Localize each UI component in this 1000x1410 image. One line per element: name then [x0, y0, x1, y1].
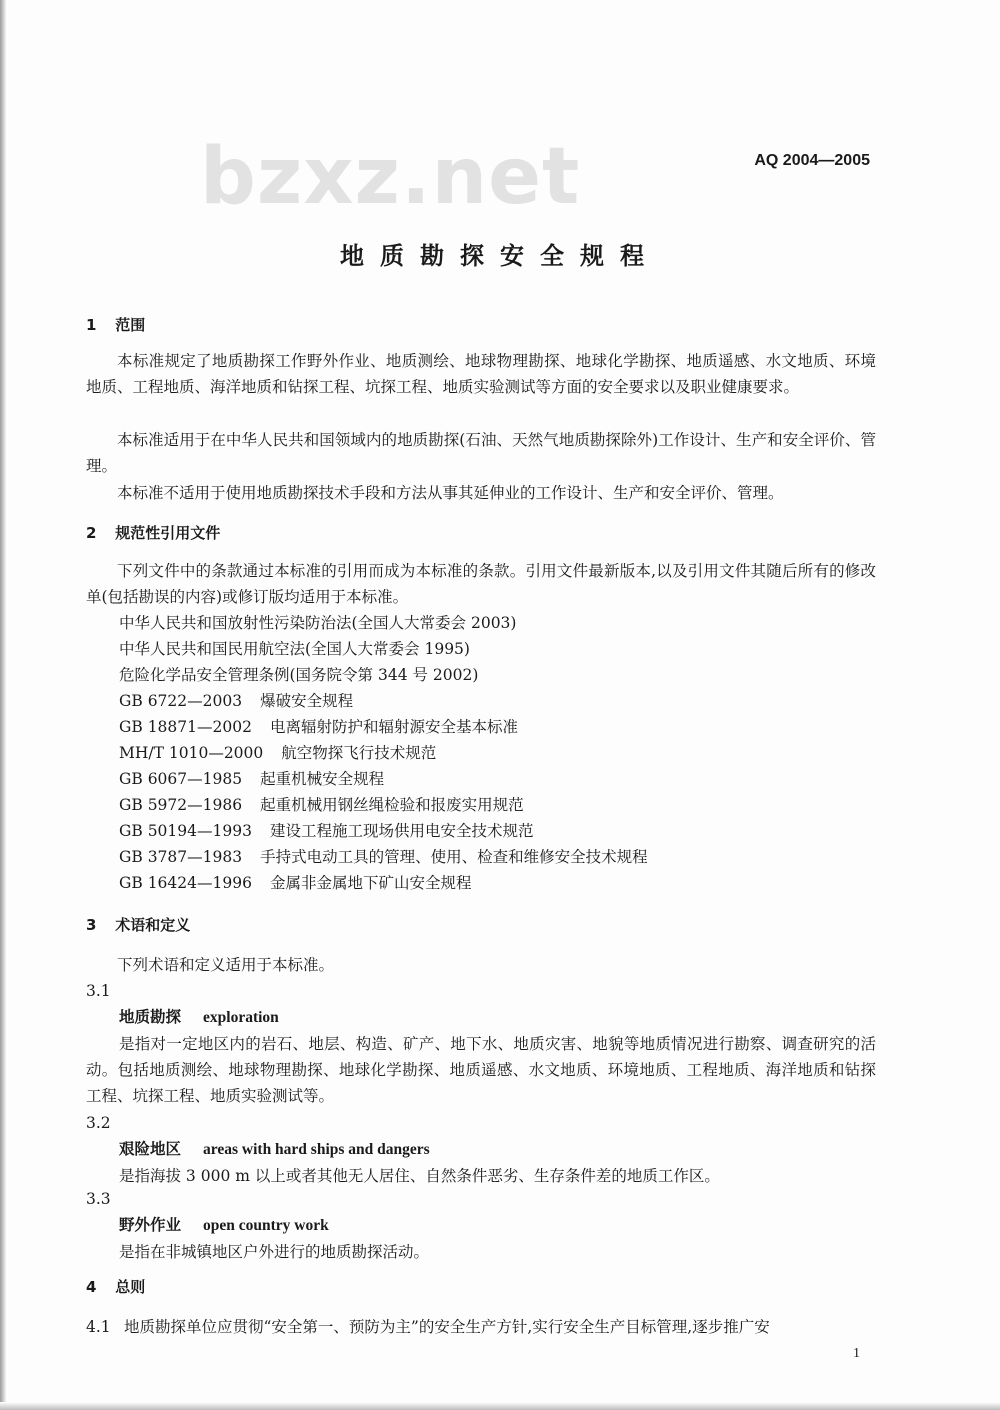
- reference-name: 电离辐射防护和辐射源安全基本标准: [269, 718, 518, 736]
- section-1-para-3: 本标准不适用于使用地质勘探技术手段和方法从事其延伸业的工作设计、生产和安全评价、管理。: [117, 484, 784, 502]
- section-3-heading: [86, 912, 876, 938]
- section-4-heading: [86, 1274, 876, 1300]
- section-title: 规范性引用文件: [115, 524, 221, 542]
- scan-shadow-bottom: [0, 1402, 1000, 1410]
- term-definition: 是指在非城镇地区户外进行的地质勘探活动。: [119, 1243, 430, 1261]
- term-english: exploration: [203, 1009, 279, 1026]
- term-number: 3.3: [86, 1190, 111, 1208]
- reference-name: 起重机械用钢丝绳检验和报废实用规范: [260, 796, 524, 814]
- section-1-para-2: 本标准适用于在中华人民共和国领域内的地质勘探(石油、天然气地质勘探除外)工作设计、生产和安全评价、管理。: [86, 431, 876, 475]
- reference-item: [86, 818, 876, 844]
- term-chinese: 艰险地区: [119, 1140, 182, 1158]
- reference-name: 爆破安全规程: [260, 692, 354, 710]
- clause-4-1: [86, 1314, 876, 1340]
- section-2-para-1: 下列文件中的条款通过本标准的引用而成为本标准的条款。引用文件最新版本,以及引用文件其随后所有的修改单(包括勘误的内容)或修订版均适用于本标准。: [86, 562, 876, 606]
- section-1-heading: [86, 312, 876, 338]
- reference-item: [86, 740, 876, 766]
- reference-name: 手持式电动工具的管理、使用、检查和维修安全技术规程: [260, 848, 648, 866]
- reference-name: 建设工程施工现场供用电安全技术规范: [269, 822, 534, 840]
- reference-name: 航空物探飞行技术规范: [281, 744, 437, 762]
- section-1-para-1: 本标准规定了地质勘探工作野外作业、地质测绘、地球物理勘探、地球化学勘探、地质遥感、水文地质、环境地质、工程地质、海洋地质和钻探工程、坑探工程、地质实验测试等方面的安全要求以及职业健康要求。: [86, 352, 876, 396]
- section-3-para-1: 下列术语和定义适用于本标准。: [117, 956, 335, 974]
- document-title: 地质勘探安全规程: [340, 242, 660, 270]
- scan-shadow-left: [0, 0, 6, 1410]
- reference-code: GB 6722—2003: [119, 692, 243, 710]
- section-number: 2: [86, 524, 97, 542]
- term-definition: 是指海拔 3 000 m 以上或者其他无人居住、自然条件恶劣、生存条件差的地质工作区。: [119, 1167, 720, 1185]
- reference-item: [86, 766, 876, 792]
- reference-code: GB 3787—1983: [119, 848, 243, 866]
- term-english: areas with hard ships and dangers: [203, 1141, 430, 1158]
- reference-name: 起重机械安全规程: [260, 770, 385, 788]
- law-item: 中华人民共和国放射性污染防治法(全国人大常委会 2003): [119, 614, 517, 632]
- term-heading: [86, 1004, 876, 1031]
- term-chinese: 野外作业: [119, 1216, 182, 1234]
- section-title: 术语和定义: [115, 916, 191, 934]
- section-number: 3: [86, 916, 97, 934]
- reference-item: [86, 870, 876, 896]
- term-number: 3.1: [86, 982, 111, 1000]
- section-number: 1: [86, 316, 97, 334]
- section-title: 总则: [115, 1278, 146, 1296]
- reference-code: GB 50194—1993: [119, 822, 252, 840]
- reference-code: GB 5972—1986: [119, 796, 243, 814]
- section-2-heading: [86, 520, 876, 546]
- term-3-1: [86, 978, 876, 1109]
- term-number: 3.2: [86, 1114, 111, 1132]
- reference-name: 金属非金属地下矿山安全规程: [269, 874, 472, 892]
- reference-item: [86, 844, 876, 870]
- term-definition: 是指对一定地区内的岩石、地层、构造、矿产、地下水、地质灾害、地貌等地质情况进行勘察、调查研究的活动。包括地质测绘、地球物理勘探、地球化学勘探、地质遥感、水文地质、环境地质、工程地质、海洋地质和钻探工程、坑探工程、地质实验测试等。: [86, 1035, 876, 1105]
- watermark: bzxz.net: [200, 132, 581, 222]
- law-item: 危险化学品安全管理条例(国务院令第 344 号 2002): [119, 666, 479, 684]
- reference-item: [86, 792, 876, 818]
- section-number: 4: [86, 1278, 97, 1296]
- reference-item: [86, 714, 876, 740]
- reference-code: GB 16424—1996: [119, 874, 252, 892]
- reference-item: [86, 688, 876, 714]
- term-3-3: [86, 1186, 876, 1265]
- reference-code: MH/T 1010—2000: [119, 744, 264, 762]
- term-heading: [86, 1212, 876, 1239]
- reference-list: [86, 610, 876, 896]
- term-3-2: [86, 1110, 876, 1189]
- reference-code: GB 18871—2002: [119, 718, 252, 736]
- clause-number: 4.1: [86, 1318, 111, 1336]
- page-number: 1: [853, 1346, 860, 1361]
- term-english: open country work: [203, 1217, 329, 1234]
- standard-code: AQ 2004—2005: [754, 152, 870, 169]
- clause-text: 地质勘探单位应贯彻“安全第一、预防为主”的安全生产方针,实行安全生产目标管理,逐步推广安: [124, 1318, 770, 1336]
- section-title: 范围: [115, 316, 146, 334]
- reference-code: GB 6067—1985: [119, 770, 243, 788]
- term-heading: [86, 1136, 876, 1163]
- term-chinese: 地质勘探: [119, 1008, 182, 1026]
- law-item: 中华人民共和国民用航空法(全国人大常委会 1995): [119, 640, 470, 658]
